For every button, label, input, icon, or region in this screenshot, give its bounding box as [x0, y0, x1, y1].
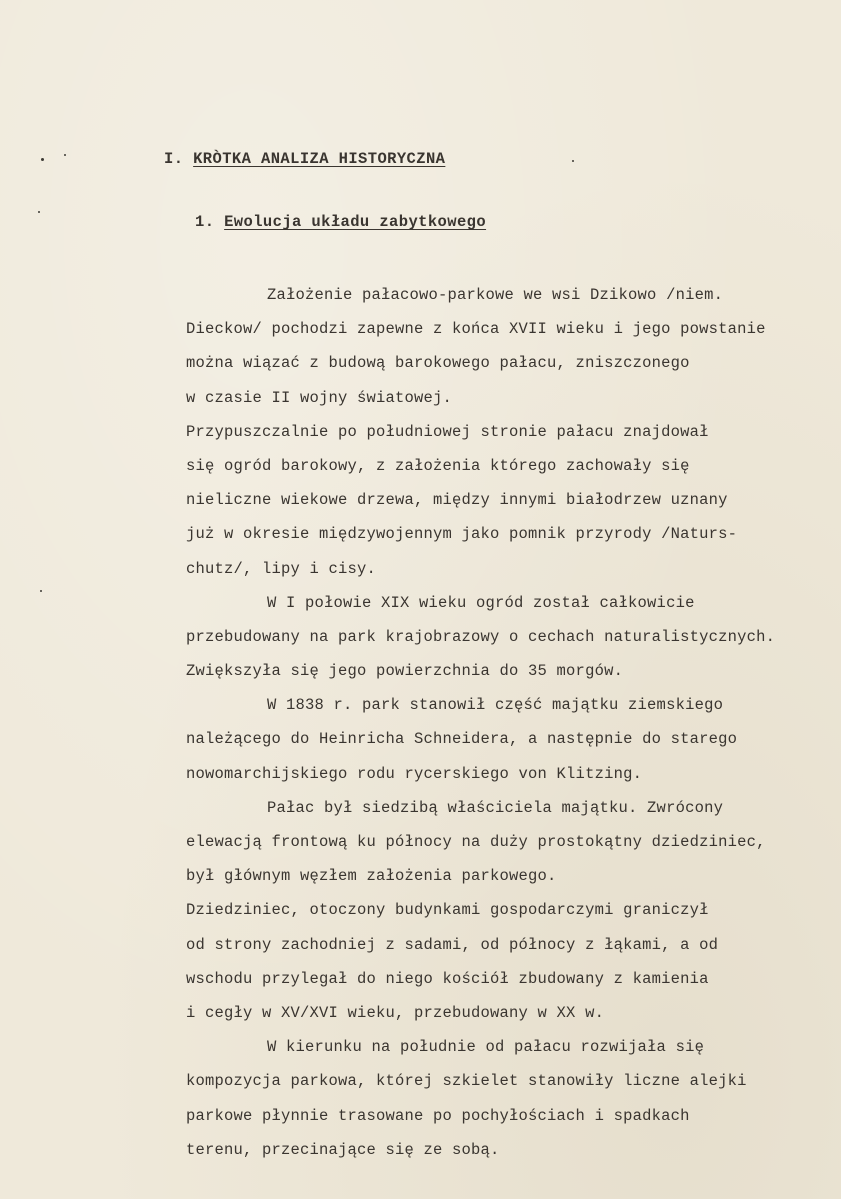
paper-speck [38, 211, 40, 213]
section-title: KRÒTKA ANALIZA HISTORYCZNA [193, 150, 446, 168]
text-line: był głównym węzłem założenia parkowego. [186, 867, 557, 886]
text-line: W I połowie XIX wieku ogród został całkowicie [267, 593, 695, 612]
text-line: Założenie pałacowo-parkowe we wsi Dzikowo /niem. [267, 286, 724, 304]
text-line: terenu, przecinające się ze sobą. [186, 1140, 500, 1159]
text-line: przebudowany na park krajobrazowy o cechach naturalistycznych. [186, 627, 776, 646]
text-line: Dziedziniec, otoczony budynkami gospodarczymi graniczył [186, 901, 709, 920]
text-line: Pałac był siedzibą właściciela majątku. Zwrócony [267, 798, 724, 817]
text-line: W kierunku na południe od pałacu rozwijała się [267, 1038, 705, 1057]
paper-speck [40, 590, 42, 592]
section-heading [164, 150, 445, 168]
text-line: nieliczne wiekowe drzewa, między innymi białodrzew uznany [186, 491, 728, 510]
paper-speck [64, 154, 66, 156]
body-text [186, 278, 806, 1167]
text-line: nowomarchijskiego rodu rycerskiego von Klitzing. [186, 764, 643, 783]
section-number: I. [164, 150, 184, 168]
text-line: W 1838 r. park stanowił część majątku ziemskiego [267, 696, 724, 715]
text-line: w czasie II wojny światowej. [186, 388, 453, 407]
text-line: od strony zachodniej z sadami, od północy z łąkami, a od [186, 935, 719, 954]
text-line: Dieckow/ pochodzi zapewne z końca XVII wieku i jego powstanie [186, 320, 766, 339]
text-line: chutz/, lipy i cisy. [186, 559, 377, 578]
subsection-title: Ewolucja układu zabytkowego [224, 213, 487, 231]
subsection-number: 1. [195, 213, 215, 231]
text-line: można wiązać z budową barokowego pałacu, zniszczonego [186, 354, 690, 373]
paper-speck [572, 160, 574, 162]
text-line: należącego do Heinricha Schneidera, a następnie do starego [186, 730, 738, 749]
text-line: kompozycja parkowa, której szkielet stanowiły liczne alejki [186, 1072, 747, 1091]
text-line: już w okresie międzywojennym jako pomnik przyrody /Naturs- [186, 525, 738, 544]
text-line: i cegły w XV/XVI wieku, przebudowany w XX w. [186, 1003, 605, 1022]
text-line: się ogród barokowy, z założenia którego zachowały się [186, 456, 690, 475]
subsection-heading [195, 213, 486, 231]
text-line: elewacją frontową ku północy na duży prostokątny dziedziniec, [186, 833, 766, 851]
text-line: parkowe płynnie trasowane po pochyłościach i spadkach [186, 1106, 690, 1125]
paper-speck [41, 158, 44, 161]
text-line: wschodu przylegał do niego kościół zbudowany z kamienia [186, 969, 709, 988]
text-line: Zwiększyła się jego powierzchnia do 35 morgów. [186, 662, 624, 681]
text-line: Przypuszczalnie po południowej stronie pałacu znajdował [186, 422, 709, 441]
